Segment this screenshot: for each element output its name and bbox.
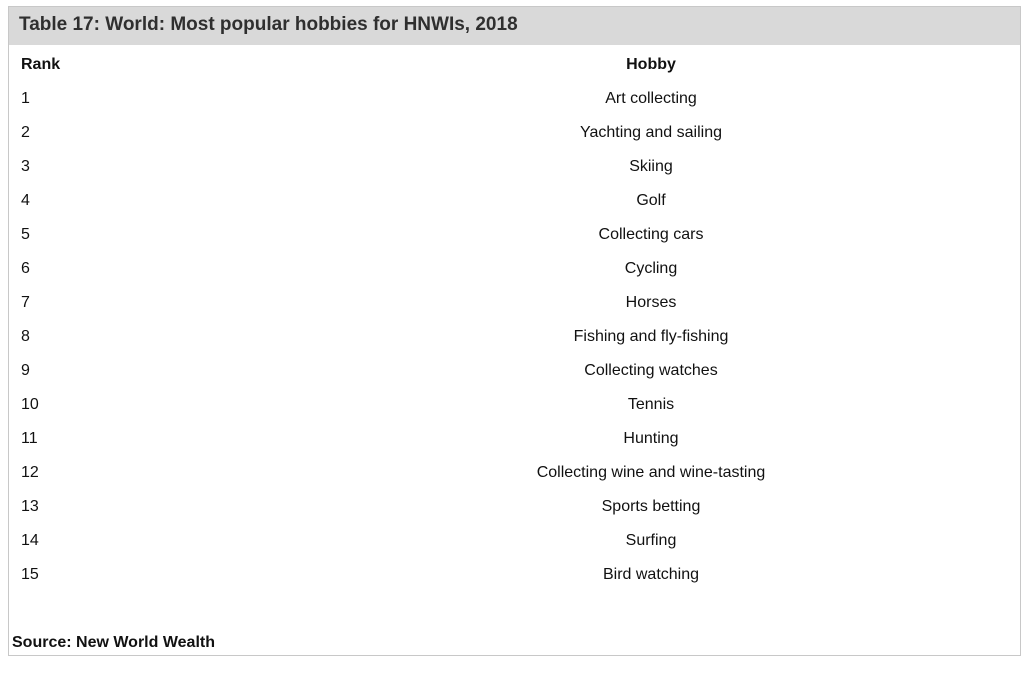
rank-cell: 14: [21, 532, 39, 549]
table-row: [9, 150, 1020, 184]
title-bar: [9, 7, 1020, 45]
table-row: [9, 116, 1020, 150]
rank-cell: 11: [21, 430, 38, 447]
hobby-cell: Collecting wine and wine-tasting: [536, 464, 766, 481]
header-hobby: Hobby: [626, 56, 676, 73]
table-row: [9, 286, 1020, 320]
table-row: [9, 218, 1020, 252]
rank-cell: 8: [21, 328, 30, 345]
header-rank: Rank: [21, 56, 61, 73]
rank-cell: 3: [21, 158, 30, 175]
rank-cell: 10: [21, 396, 39, 413]
rank-cell: 2: [21, 124, 30, 141]
hobby-cell: Fishing and fly-fishing: [573, 328, 729, 345]
table-row: [9, 524, 1020, 558]
rank-cell: 7: [21, 294, 30, 311]
source-note: Source: New World Wealth: [12, 634, 215, 651]
table-row: [9, 422, 1020, 456]
hobby-cell: Surfing: [625, 532, 677, 549]
rank-cell: 6: [21, 260, 30, 277]
rank-cell: 15: [21, 566, 39, 583]
rank-cell: 5: [21, 226, 30, 243]
hobby-cell: Collecting cars: [598, 226, 704, 243]
table-row: [9, 320, 1020, 354]
hobby-cell: Tennis: [627, 396, 675, 413]
hobby-cell: Yachting and sailing: [579, 124, 723, 141]
table-row: [9, 490, 1020, 524]
rank-cell: 1: [21, 90, 30, 107]
hobby-cell: Hunting: [623, 430, 679, 447]
table-row: [9, 252, 1020, 286]
table-row: [9, 82, 1020, 116]
rank-cell: 4: [21, 192, 30, 209]
hobby-cell: Sports betting: [601, 498, 701, 515]
table-container: [8, 6, 1021, 656]
hobby-cell: Skiing: [629, 158, 673, 175]
table-header-row: [9, 48, 1020, 82]
hobbies-table: [9, 48, 1020, 592]
table-row: [9, 558, 1020, 592]
hobby-cell: Collecting watches: [584, 362, 718, 379]
hobby-cell: Horses: [625, 294, 677, 311]
rank-cell: 13: [21, 498, 39, 515]
rank-cell: 12: [21, 464, 39, 481]
table-row: [9, 354, 1020, 388]
table-row: [9, 184, 1020, 218]
hobby-cell: Cycling: [624, 260, 678, 277]
table-title: Table 17: World: Most popular hobbies for HNWIs, 2018: [19, 14, 518, 35]
hobby-cell: Bird watching: [602, 566, 700, 583]
table-row: [9, 388, 1020, 422]
hobby-cell: Golf: [636, 192, 666, 209]
table-row: [9, 456, 1020, 490]
rank-cell: 9: [21, 362, 30, 379]
hobby-cell: Art collecting: [605, 90, 697, 107]
